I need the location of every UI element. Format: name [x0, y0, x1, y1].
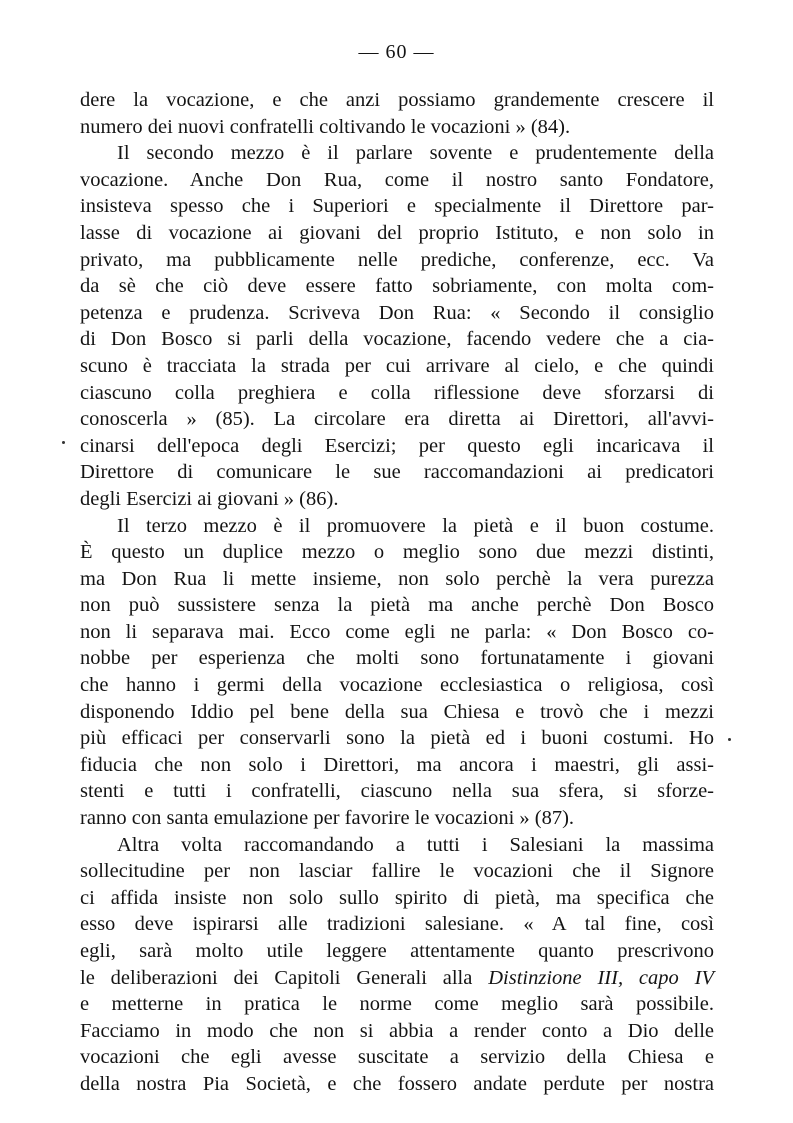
text-line-content: disponendo Iddio pel bene della sua Chiesa e trovò che i mezzi: [80, 700, 714, 723]
text-line-content: le deliberazioni dei Capitoli Generali alla: [80, 966, 489, 989]
text-line-content: scuno è tracciata la strada per cui arrivare al cielo, e che quindi: [80, 354, 714, 377]
text-line: [80, 353, 714, 380]
text-line: [80, 220, 714, 247]
text-line: [80, 778, 714, 805]
text-line-content: non li separava mai. Ecco come egli ne parla: « Don Bosco co-: [80, 620, 714, 643]
margin-mark: [728, 738, 731, 741]
text-line-content: insisteva spesso che i Superiori e specialmente il Direttore par-: [80, 195, 714, 218]
text-line: [80, 752, 714, 779]
text-line-content: esso deve ispirarsi alle tradizioni salesiane. « A tal fine, così: [80, 913, 714, 936]
text-line: [80, 911, 714, 938]
text-line-content: ma Don Rua li mette insieme, non solo perchè la vera purezza: [80, 567, 714, 590]
text-line-content: È questo un duplice mezzo o meglio sono due mezzi distinti,: [80, 541, 714, 564]
text-line-content: petenza e prudenza. Scriveva Don Rua: « Secondo il consiglio: [80, 301, 714, 324]
text-line-content: vocazioni che egli avesse suscitate a servizio della Chiesa e: [80, 1046, 714, 1069]
text-line: [80, 140, 714, 167]
text-line-content: conoscerla » (85). La circolare era diretta ai Direttori, all'avvi-: [80, 408, 714, 431]
text-line: [80, 1018, 714, 1045]
text-line-content: degli Esercizi ai giovani » (86).: [80, 487, 339, 510]
text-line-content: stenti e tutti i confratelli, ciascuno nella sua sfera, si sforze-: [80, 780, 714, 803]
page-number: — 60 —: [358, 41, 435, 63]
text-line-content: egli, sarà molto utile leggere attentamente quanto prescrivono: [80, 940, 714, 962]
margin-mark: [62, 441, 65, 444]
text-line: [80, 619, 714, 646]
text-line-content: non può sussistere senza la pietà ma anche perchè Don Bosco: [80, 594, 714, 617]
text-line: [80, 1044, 714, 1071]
text-line: [80, 938, 714, 965]
text-line-content: sollecitudine per non lasciar fallire le vocazioni che il Signore: [80, 860, 714, 883]
text-line-content: lasse di vocazione ai giovani del proprio Istituto, e non solo in: [80, 221, 714, 244]
text-line-content: privato, ma pubblicamente nelle prediche, conferenze, ecc. Va: [80, 248, 714, 271]
text-line-content: dere la vocazione, e che anzi possiamo grandemente crescere il: [80, 89, 714, 111]
text-line-content: che hanno i germi della vocazione ecclesiastica o religiosa, così: [80, 674, 714, 697]
text-line-content: nobbe per esperienza che molti sono fortunatamente i giovani: [80, 647, 714, 670]
italic-reference: Distinzione III, capo IV: [488, 966, 714, 989]
text-line: [80, 406, 714, 433]
text-line: [80, 832, 714, 859]
text-line-content: numero dei nuovi confratelli coltivando le vocazioni » (84).: [80, 115, 571, 138]
text-line-content: fiducia che non solo i Direttori, ma ancora i maestri, gli assi-: [80, 753, 714, 776]
text-line: [80, 513, 714, 540]
text-line-content: ranno con santa emulazione per favorire le vocazioni » (87).: [80, 807, 575, 830]
text-line: [80, 566, 714, 593]
text-line: [80, 539, 714, 566]
text-line-content: e metterne in pratica le norme come meglio sarà possibile.: [80, 993, 714, 1016]
text-line: [80, 486, 714, 513]
text-line: [80, 858, 714, 885]
text-line-content: di Don Bosco si parli della vocazione, facendo vedere che a cia-: [80, 328, 714, 351]
text-line: [80, 1071, 714, 1098]
text-line-content: ciascuno colla preghiera e colla riflessione deve sforzarsi di: [80, 381, 714, 404]
text-line-content: cinarsi dell'epoca degli Esercizi; per questo egli incaricava il: [80, 434, 714, 457]
text-line: [80, 592, 714, 619]
text-line: [80, 885, 714, 912]
body-text: [80, 87, 714, 1098]
text-line-content: Il secondo mezzo è il parlare sovente e prudentemente della: [117, 142, 714, 165]
text-line: [80, 167, 714, 194]
text-line: [80, 87, 714, 114]
text-line-content: della nostra Pia Società, e che fossero andate perdute per nostra: [80, 1072, 714, 1095]
text-line: [80, 114, 714, 141]
text-line: [80, 300, 714, 327]
text-line: [80, 380, 714, 407]
text-line: [80, 645, 714, 672]
text-line: [80, 247, 714, 274]
text-line: [80, 433, 714, 460]
text-line-content: Il terzo mezzo è il promuovere la pietà e il buon costume.: [117, 514, 714, 537]
text-line-content: da sè che ciò deve essere fatto sobriamente, con molta com-: [80, 275, 714, 298]
text-line-content: più efficaci per conservarli sono la pietà ed i buoni costumi. Ho: [80, 727, 714, 750]
text-line-content: Altra volta raccomandando a tutti i Salesiani la massima: [117, 833, 714, 856]
text-line-content: Direttore di comunicare le sue raccomandazioni ai predicatori: [80, 461, 714, 484]
text-line: [80, 805, 714, 832]
text-line: [80, 326, 714, 353]
text-line: [80, 699, 714, 726]
text-line-content: Facciamo in modo che non si abbia a render conto a Dio delle: [80, 1019, 714, 1042]
text-line: [80, 965, 714, 992]
text-line-content: ci affida insiste non solo sullo spirito di pietà, ma specifica che: [80, 886, 714, 909]
text-line: [80, 991, 714, 1018]
text-line: [80, 193, 714, 220]
text-line: [80, 672, 714, 699]
text-line: [80, 725, 714, 752]
text-line-content: vocazione. Anche Don Rua, come il nostro santo Fondatore,: [80, 168, 714, 191]
text-line: [80, 459, 714, 486]
text-line: [80, 273, 714, 300]
